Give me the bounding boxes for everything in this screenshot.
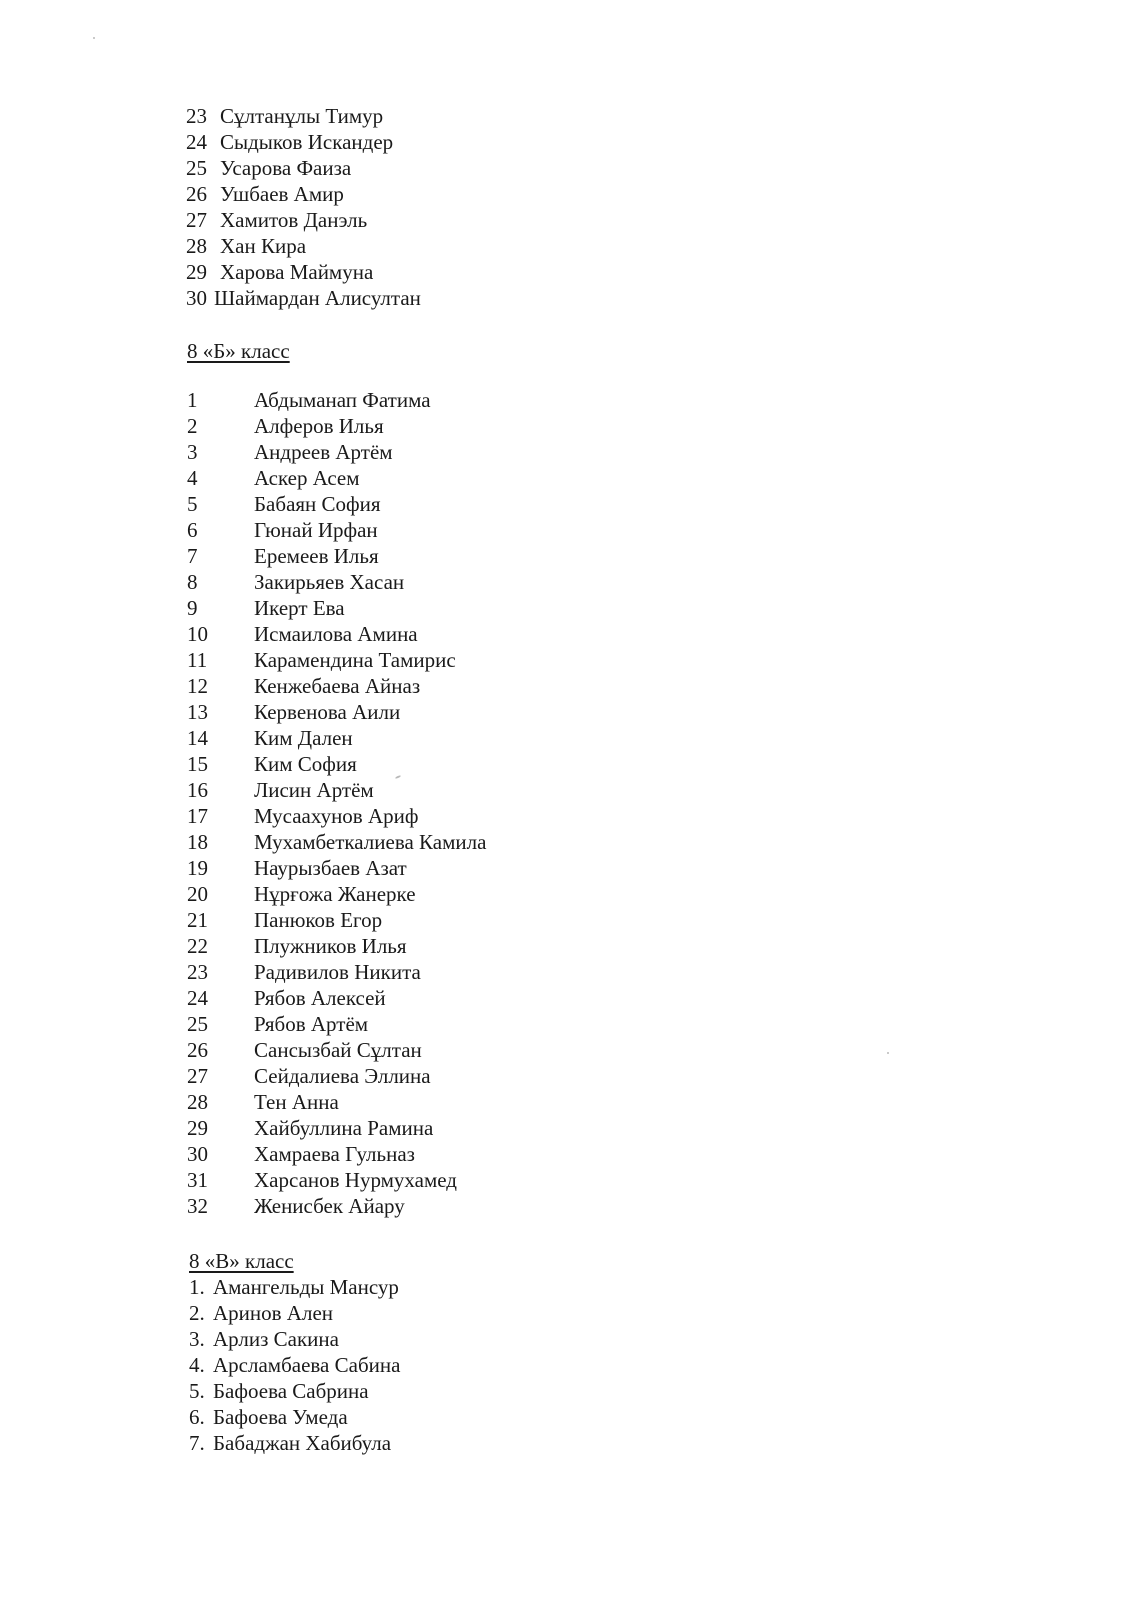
student-number: 25: [187, 1012, 208, 1036]
student-number: 30: [186, 286, 207, 310]
student-number: 30: [187, 1142, 208, 1166]
student-name: Бабаджан Хабибула: [213, 1431, 392, 1455]
student-name: Рябов Артём: [254, 1012, 369, 1036]
scan-speck: [93, 37, 95, 39]
student-name: Усарова Фаиза: [220, 156, 352, 180]
student-name: Бафоева Сабрина: [213, 1379, 369, 1403]
student-number: 1.: [189, 1275, 205, 1299]
student-name: Икерт Ева: [254, 596, 345, 620]
student-number: 31: [187, 1168, 208, 1192]
student-name: Хан Кира: [220, 234, 307, 258]
student-number: 6: [187, 518, 198, 542]
student-number: 32: [187, 1194, 208, 1218]
student-name: Ким София: [254, 752, 357, 776]
student-number: 29: [187, 1116, 208, 1140]
student-number: 3.: [189, 1327, 205, 1351]
student-name: Сейдалиева Эллина: [254, 1064, 431, 1088]
student-number: 28: [187, 1090, 208, 1114]
student-name: Кервенова Аили: [254, 700, 401, 724]
student-number: 2.: [189, 1301, 205, 1325]
student-number: 23: [186, 104, 207, 128]
student-number: 13: [187, 700, 208, 724]
student-name: Шаймардан Алисултан: [214, 286, 421, 310]
student-number: 29: [186, 260, 207, 284]
student-number: 20: [187, 882, 208, 906]
student-number: 1: [187, 388, 198, 412]
student-name: Бабаян София: [254, 492, 381, 516]
scan-speck: [887, 1052, 889, 1054]
student-name: Аринов Ален: [213, 1301, 334, 1325]
student-number: 28: [186, 234, 207, 258]
student-name: Сұлтанұлы Тимур: [220, 104, 384, 128]
student-name: Ким Дален: [254, 726, 353, 750]
student-number: 2: [187, 414, 198, 438]
student-number: 24: [187, 986, 208, 1010]
student-number: 9: [187, 596, 198, 620]
student-number: 18: [187, 830, 208, 854]
student-name: Гюнай Ирфан: [254, 518, 378, 542]
student-number: 11: [187, 648, 208, 672]
student-number: 5: [187, 492, 198, 516]
student-number: 8: [187, 570, 198, 594]
student-name: Панюков Егор: [254, 908, 383, 932]
student-number: 10: [187, 622, 208, 646]
student-number: 7.: [189, 1431, 205, 1455]
student-name: Рябов Алексей: [254, 986, 386, 1010]
student-name: Тен Анна: [254, 1090, 339, 1114]
student-number: 5.: [189, 1379, 205, 1403]
student-number: 19: [187, 856, 208, 880]
student-name: Хамитов Данэль: [220, 208, 368, 232]
student-number: 26: [186, 182, 207, 206]
student-name: Карамендина Тамирис: [254, 648, 456, 672]
student-name: Аскер Асем: [254, 466, 360, 490]
student-name: Плужников Илья: [254, 934, 407, 958]
student-number: 25: [186, 156, 207, 180]
student-name: Мусаахунов Ариф: [254, 804, 419, 828]
student-number: 27: [187, 1064, 208, 1088]
class-v-heading: 8 «В» класс: [189, 1249, 294, 1273]
student-name: Женисбек Айару: [254, 1194, 405, 1218]
student-number: 3: [187, 440, 198, 464]
student-name: Амангельды Мансур: [213, 1275, 399, 1299]
student-name: Исмаилова Амина: [254, 622, 418, 646]
student-number: 24: [186, 130, 207, 154]
student-name: Наурызбаев Азат: [254, 856, 407, 880]
student-number: 4: [187, 466, 198, 490]
student-name: Андреев Артём: [254, 440, 393, 464]
student-name: Харсанов Нурмухамед: [254, 1168, 457, 1192]
student-name: Мухамбеткалиева Камила: [254, 830, 487, 854]
student-number: 6.: [189, 1405, 205, 1429]
student-name: Нұрғожа Жанерке: [254, 882, 416, 906]
student-name: Радивилов Никита: [254, 960, 421, 984]
student-name: Сыдыков Искандер: [220, 130, 394, 154]
student-name: Арлиз Сакина: [213, 1327, 339, 1351]
student-name: Абдыманап Фатима: [254, 388, 431, 412]
student-number: 12: [187, 674, 208, 698]
student-name: Бафоева Умеда: [213, 1405, 348, 1429]
student-number: 22: [187, 934, 208, 958]
student-name: Сансызбай Сұлтан: [254, 1038, 422, 1062]
student-number: 15: [187, 752, 208, 776]
student-number: 21: [187, 908, 208, 932]
student-name: Алферов Илья: [254, 414, 384, 438]
student-number: 7: [187, 544, 198, 568]
student-number: 17: [187, 804, 208, 828]
student-name: Кенжебаева Айназ: [254, 674, 421, 698]
student-name: Лисин Артём: [254, 778, 374, 802]
student-number: 27: [186, 208, 207, 232]
class-b-heading: 8 «Б» класс: [187, 339, 290, 363]
student-name: Ушбаев Амир: [220, 182, 344, 206]
student-number: 4.: [189, 1353, 205, 1377]
student-number: 26: [187, 1038, 208, 1062]
student-name: Арсламбаева Сабина: [213, 1353, 401, 1377]
student-name: Еремеев Илья: [254, 544, 379, 568]
student-number: 16: [187, 778, 208, 802]
student-name: Закирьяев Хасан: [254, 570, 405, 594]
student-name: Хамраева Гульназ: [254, 1142, 415, 1166]
student-number: 14: [187, 726, 208, 750]
scan-speck: [395, 775, 401, 779]
student-name: Харова Маймуна: [220, 260, 374, 284]
student-name: Хайбуллина Рамина: [254, 1116, 434, 1140]
student-number: 23: [187, 960, 208, 984]
